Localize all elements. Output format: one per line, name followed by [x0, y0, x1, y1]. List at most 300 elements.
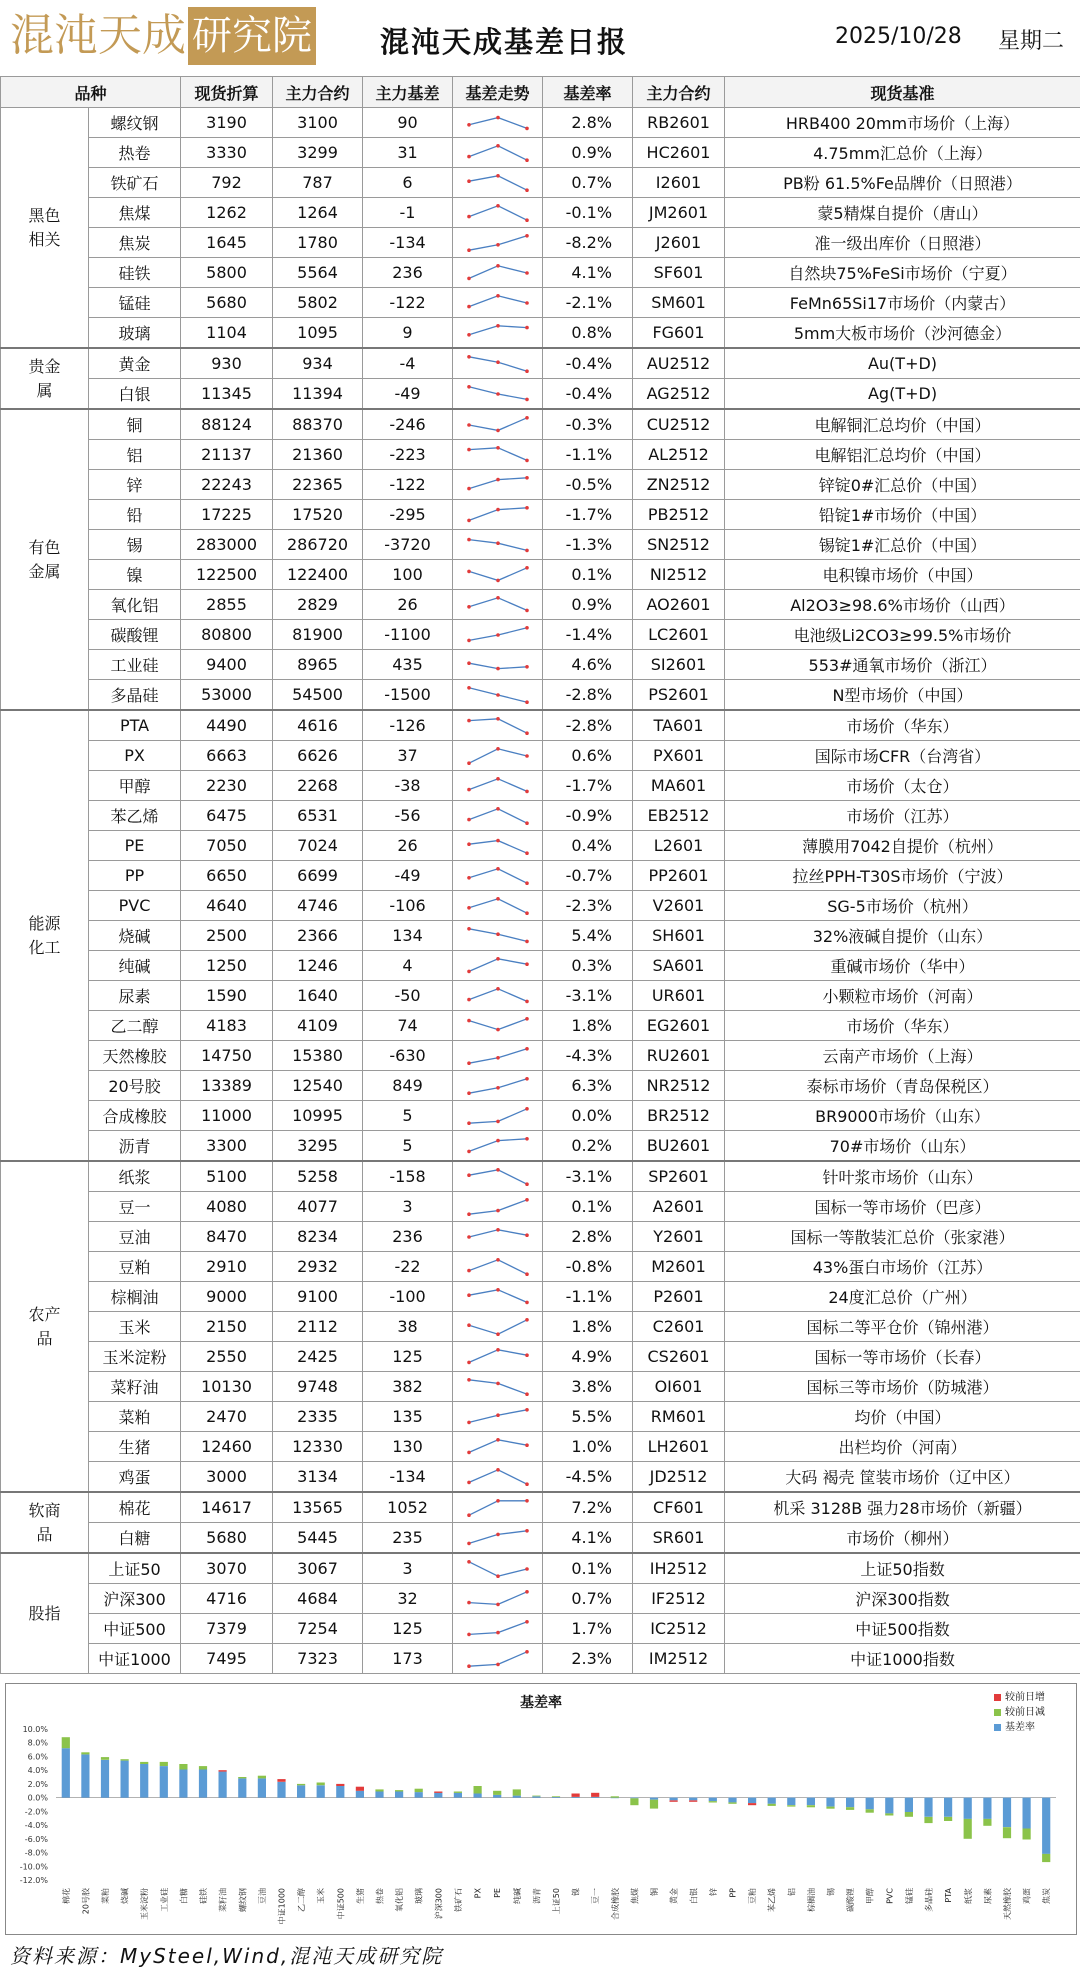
basis-value: -134	[363, 228, 453, 258]
sparkline-point	[467, 1600, 471, 1604]
product-name: 玉米	[89, 1312, 181, 1342]
sparkline-point	[496, 807, 500, 811]
col-header: 基差率	[543, 77, 633, 108]
product-name: 锡	[89, 530, 181, 560]
decrease-bar	[1023, 1829, 1031, 1840]
spot-benchmark: 电解铝汇总均价（中国）	[725, 440, 1080, 470]
y-tick-label: 10.0%	[23, 1725, 49, 1734]
sparkline-line	[469, 1289, 527, 1302]
trend-cell	[453, 981, 543, 1011]
sparkline-point	[525, 851, 529, 855]
sparkline-point	[467, 1450, 471, 1454]
sparkline-point	[525, 1233, 529, 1237]
spot-benchmark: 国标一等市场价（长春）	[725, 1342, 1080, 1372]
trend-sparkline	[463, 1255, 533, 1279]
basis-rate: -1.7%	[543, 771, 633, 801]
sparkline-point	[525, 1499, 529, 1503]
trend-cell	[453, 771, 543, 801]
spot-benchmark: 自然块75%FeSi市场价（宁夏）	[725, 258, 1080, 288]
rate-bar	[219, 1772, 227, 1798]
y-tick-label: -6.0%	[25, 1835, 49, 1844]
spot-benchmark: 电解铜汇总均价（中国）	[725, 409, 1080, 440]
product-name: 菜粕	[89, 1402, 181, 1432]
decrease-bar	[944, 1817, 952, 1821]
decrease-bar	[1042, 1854, 1050, 1862]
sparkline-line	[469, 1439, 527, 1452]
trend-cell	[453, 1492, 543, 1523]
contract-code: LC2601	[633, 620, 725, 650]
table-row	[1, 1584, 1080, 1614]
sparkline-point	[467, 1293, 471, 1297]
trend-sparkline	[463, 382, 533, 406]
x-tick-label: 豆油	[257, 1888, 267, 1904]
basis-value: -4	[363, 348, 453, 379]
basis-value: -246	[363, 409, 453, 440]
futures-price: 9100	[273, 1282, 363, 1312]
trend-sparkline	[463, 683, 533, 707]
sparkline-point	[496, 428, 500, 432]
trend-cell	[453, 1131, 543, 1162]
trend-cell	[453, 470, 543, 500]
sparkline-point	[525, 881, 529, 885]
spot-price: 5680	[181, 1523, 273, 1554]
futures-price: 4746	[273, 891, 363, 921]
contract-code: RU2601	[633, 1041, 725, 1071]
trend-cell	[453, 138, 543, 168]
spot-benchmark: FeMn65Si17市场价（内蒙古）	[725, 288, 1080, 318]
sparkline-point	[496, 717, 500, 721]
x-tick-label: 白糖	[179, 1888, 189, 1904]
basis-rate: 4.1%	[543, 258, 633, 288]
rate-bar	[826, 1798, 834, 1807]
y-tick-label: 0.0%	[28, 1794, 49, 1803]
contract-code: SI2601	[633, 650, 725, 680]
product-name: 棉花	[89, 1492, 181, 1523]
basis-rate: 2.8%	[543, 108, 633, 138]
trend-sparkline	[463, 1345, 533, 1369]
spot-price: 283000	[181, 530, 273, 560]
table-row	[1, 680, 1080, 711]
contract-code: AL2512	[633, 440, 725, 470]
trend-sparkline	[463, 533, 533, 557]
spot-benchmark: 沪深300指数	[725, 1584, 1080, 1614]
basis-rate: 0.0%	[543, 1101, 633, 1131]
col-header: 主力合约	[633, 77, 725, 108]
basis-value: -56	[363, 801, 453, 831]
product-name: 白银	[89, 379, 181, 410]
rate-bar	[924, 1798, 932, 1817]
trend-sparkline	[463, 1074, 533, 1098]
sparkline-point	[467, 1149, 471, 1153]
trend-sparkline	[463, 954, 533, 978]
spot-price: 21137	[181, 440, 273, 470]
category-label: 有色 金属	[25, 536, 65, 584]
rate-bar	[474, 1794, 482, 1798]
decrease-bar	[258, 1776, 266, 1779]
basis-rate: -2.3%	[543, 891, 633, 921]
rate-bar	[62, 1748, 70, 1797]
legend-item	[994, 1720, 1045, 1735]
basis-table	[0, 76, 1080, 1674]
basis-rate-chart	[5, 1683, 1077, 1935]
sparkline-point	[496, 204, 500, 208]
sparkline-point	[467, 123, 471, 127]
trend-sparkline	[463, 1647, 533, 1671]
basis-rate: -0.4%	[543, 348, 633, 379]
basis-value: -122	[363, 470, 453, 500]
x-tick-label: 天然橡胶	[1002, 1887, 1012, 1920]
decrease-bar	[395, 1790, 403, 1791]
basis-rate: -0.4%	[543, 379, 633, 410]
product-name: PX	[89, 741, 181, 771]
sparkline-line	[469, 1078, 527, 1092]
basis-rate: 1.7%	[543, 1614, 633, 1644]
sparkline-point	[496, 1056, 500, 1060]
x-tick-label: 合成橡胶	[610, 1887, 620, 1920]
spot-price: 11000	[181, 1101, 273, 1131]
trend-cell	[453, 1161, 543, 1192]
trend-cell	[453, 1252, 543, 1282]
basis-rate: -3.1%	[543, 1161, 633, 1192]
table-row	[1, 379, 1080, 410]
table-row	[1, 1312, 1080, 1342]
basis-value: -38	[363, 771, 453, 801]
contract-code: AG2512	[633, 379, 725, 410]
decrease-bar	[866, 1809, 874, 1812]
table-row	[1, 1432, 1080, 1462]
trend-cell	[453, 680, 543, 711]
futures-price: 3134	[273, 1462, 363, 1493]
rate-bar	[1023, 1798, 1031, 1829]
spot-benchmark: Au(T+D)	[725, 348, 1080, 379]
table-row	[1, 560, 1080, 590]
spot-price: 3190	[181, 108, 273, 138]
trend-cell	[453, 1584, 543, 1614]
trend-cell	[453, 530, 543, 560]
sparkline-point	[496, 932, 500, 936]
table-row	[1, 861, 1080, 891]
spot-benchmark: 国际市场CFR（台湾省）	[725, 741, 1080, 771]
basis-value: -3720	[363, 530, 453, 560]
futures-price: 1780	[273, 228, 363, 258]
basis-value: -295	[363, 500, 453, 530]
sparkline-point	[496, 446, 500, 450]
trend-cell	[453, 409, 543, 440]
basis-value: 6	[363, 168, 453, 198]
trend-cell	[453, 1071, 543, 1101]
table-row	[1, 1161, 1080, 1192]
category-label: 软商品	[25, 1499, 65, 1547]
x-tick-label: 沪深300	[433, 1888, 443, 1919]
trend-sparkline	[463, 1435, 533, 1459]
trend-sparkline	[463, 291, 533, 315]
trend-cell	[453, 951, 543, 981]
trend-sparkline	[463, 623, 533, 647]
decrease-bar	[238, 1777, 246, 1778]
futures-price: 787	[273, 168, 363, 198]
product-name: 铜	[89, 409, 181, 440]
basis-value: -49	[363, 861, 453, 891]
basis-value: 26	[363, 590, 453, 620]
spot-price: 8470	[181, 1222, 273, 1252]
sparkline-point	[467, 969, 471, 973]
sparkline-point	[467, 1541, 471, 1545]
table-row	[1, 620, 1080, 650]
spot-price: 2500	[181, 921, 273, 951]
legend-label: 较前日减	[1005, 1705, 1045, 1720]
sparkline-point	[496, 1438, 500, 1442]
product-name: 工业硅	[89, 650, 181, 680]
spot-price: 10130	[181, 1372, 273, 1402]
decrease-bar	[160, 1762, 168, 1766]
spot-price: 22243	[181, 470, 273, 500]
basis-value: 74	[363, 1011, 453, 1041]
basis-rate: -0.8%	[543, 1252, 633, 1282]
category-label: 农产品	[25, 1303, 65, 1351]
decrease-bar	[846, 1807, 854, 1810]
basis-value: 31	[363, 138, 453, 168]
y-tick-label: 4.0%	[28, 1766, 49, 1775]
basis-rate: 6.3%	[543, 1071, 633, 1101]
basis-rate: -1.1%	[543, 440, 633, 470]
sparkline-point	[525, 999, 529, 1003]
sparkline-point	[467, 876, 471, 880]
sparkline-line	[469, 808, 527, 822]
spot-benchmark: 32%液碱自提价（山东）	[725, 921, 1080, 951]
basis-value: 435	[363, 650, 453, 680]
product-name: 碳酸锂	[89, 620, 181, 650]
table-row	[1, 710, 1080, 741]
sparkline-line	[469, 175, 527, 189]
rate-bar	[454, 1793, 462, 1798]
sparkline-point	[467, 1268, 471, 1272]
sparkline-point	[496, 392, 500, 396]
sparkline-point	[525, 1482, 529, 1486]
spot-price: 2150	[181, 1312, 273, 1342]
sparkline-point	[496, 1288, 500, 1292]
sparkline-point	[467, 179, 471, 183]
trend-cell	[453, 921, 543, 951]
basis-rate: -1.4%	[543, 620, 633, 650]
rate-bar	[846, 1798, 854, 1808]
trend-cell	[453, 258, 543, 288]
table-body	[1, 108, 1080, 1674]
x-tick-label: 20号胶	[80, 1887, 90, 1914]
x-tick-label: 豆粕	[747, 1888, 757, 1904]
spot-price: 792	[181, 168, 273, 198]
basis-rate: 0.3%	[543, 951, 633, 981]
contract-code: LH2601	[633, 1432, 725, 1462]
decrease-bar	[121, 1759, 129, 1760]
x-tick-label: 上证50	[551, 1888, 561, 1914]
table-row	[1, 951, 1080, 981]
contract-code: HC2601	[633, 138, 725, 168]
futures-price: 7323	[273, 1644, 363, 1674]
table-row	[1, 590, 1080, 620]
sparkline-point	[496, 360, 500, 364]
contract-code: SM601	[633, 288, 725, 318]
sparkline-point	[525, 188, 529, 192]
futures-price: 5258	[273, 1161, 363, 1192]
decrease-bar	[513, 1789, 521, 1795]
decrease-bar	[709, 1801, 717, 1802]
sparkline-point	[496, 477, 500, 481]
spot-benchmark: 70#市场价（山东）	[725, 1131, 1080, 1162]
contract-code: PP2601	[633, 861, 725, 891]
trend-sparkline	[463, 503, 533, 527]
sparkline-point	[496, 294, 500, 298]
decrease-bar	[1003, 1827, 1011, 1838]
source-note: 资料来源：MySteel,Wind,混沌天成研究院	[10, 1940, 443, 1969]
basis-value: -223	[363, 440, 453, 470]
spot-benchmark: BR9000市场价（山东）	[725, 1101, 1080, 1131]
rate-bar	[983, 1798, 991, 1819]
contract-code: A2601	[633, 1192, 725, 1222]
futures-price: 15380	[273, 1041, 363, 1071]
x-tick-label: 焦炭	[1041, 1888, 1051, 1904]
product-name: 玉米淀粉	[89, 1342, 181, 1372]
product-name: 白糖	[89, 1523, 181, 1554]
contract-code: CU2512	[633, 409, 725, 440]
basis-value: 235	[363, 1523, 453, 1554]
category-cell	[1, 710, 89, 1161]
trend-cell	[453, 1342, 543, 1372]
table-row	[1, 318, 1080, 349]
basis-value: -100	[363, 1282, 453, 1312]
sparkline-point	[496, 264, 500, 268]
sparkline-point	[467, 333, 471, 337]
spot-benchmark: PB粉 61.5%Fe品牌价（日照港）	[725, 168, 1080, 198]
sparkline-point	[496, 243, 500, 247]
basis-value: -22	[363, 1252, 453, 1282]
trend-sparkline	[463, 1405, 533, 1429]
basis-rate: 1.8%	[543, 1312, 633, 1342]
trend-sparkline	[463, 593, 533, 617]
trend-cell	[453, 590, 543, 620]
basis-value: 9	[363, 318, 453, 349]
product-name: 热卷	[89, 138, 181, 168]
sparkline-point	[525, 1392, 529, 1396]
spot-benchmark: 出栏均价（河南）	[725, 1432, 1080, 1462]
basis-value: -106	[363, 891, 453, 921]
decrease-bar	[81, 1752, 89, 1754]
rate-bar	[748, 1798, 756, 1804]
rate-bar	[807, 1798, 815, 1806]
sparkline-point	[525, 158, 529, 162]
decrease-bar	[101, 1757, 109, 1760]
increase-bar	[277, 1779, 285, 1782]
trend-cell	[453, 1282, 543, 1312]
chart-plot	[6, 1684, 1076, 1934]
spot-benchmark: 5mm大板市场价（沙河德金）	[725, 318, 1080, 349]
sparkline-point	[467, 1121, 471, 1125]
rate-bar	[728, 1798, 736, 1803]
col-header: 现货折算	[181, 77, 273, 108]
decrease-bar	[787, 1805, 795, 1806]
basis-rate: 0.1%	[543, 1553, 633, 1584]
spot-price: 9400	[181, 650, 273, 680]
spot-benchmark: 市场价（柳州）	[725, 1523, 1080, 1554]
x-tick-label: 中证1000	[277, 1888, 287, 1924]
rate-bar	[572, 1797, 580, 1798]
sparkline-line	[469, 539, 527, 550]
sparkline-point	[467, 447, 471, 451]
trend-sparkline	[463, 1587, 533, 1611]
x-tick-label: 镍	[571, 1888, 581, 1896]
trend-sparkline	[463, 984, 533, 1008]
sparkline-point	[496, 666, 500, 670]
decrease-bar	[454, 1792, 462, 1793]
table-row	[1, 741, 1080, 771]
futures-price: 934	[273, 348, 363, 379]
sparkline-point	[525, 962, 529, 966]
decrease-bar	[826, 1807, 834, 1809]
spot-price: 1262	[181, 198, 273, 228]
spot-benchmark: 拉丝PPH-T30S市场价（宁波）	[725, 861, 1080, 891]
sparkline-point	[467, 1420, 471, 1424]
basis-rate: -2.1%	[543, 288, 633, 318]
spot-price: 2470	[181, 1402, 273, 1432]
basis-value: -122	[363, 288, 453, 318]
x-tick-label: 豆一	[591, 1888, 600, 1904]
spot-price: 5680	[181, 288, 273, 318]
spot-benchmark: 国标二等平仓价（锦州港）	[725, 1312, 1080, 1342]
trend-cell	[453, 1011, 543, 1041]
trend-sparkline	[463, 774, 533, 798]
basis-value: 37	[363, 741, 453, 771]
contract-code: PS2601	[633, 680, 725, 711]
spot-price: 88124	[181, 409, 273, 440]
rate-bar	[395, 1792, 403, 1798]
rate-bar	[140, 1764, 148, 1798]
spot-price: 6663	[181, 741, 273, 771]
sparkline-point	[525, 665, 529, 669]
spot-benchmark: 蒙5精煤自提价（唐山）	[725, 198, 1080, 228]
rate-bar	[591, 1797, 599, 1798]
futures-price: 12330	[273, 1432, 363, 1462]
futures-price: 2425	[273, 1342, 363, 1372]
basis-rate: 0.8%	[543, 318, 633, 349]
increase-bar	[572, 1794, 580, 1797]
basis-value: 849	[363, 1071, 453, 1101]
sparkline-line	[469, 1319, 527, 1333]
contract-code: V2601	[633, 891, 725, 921]
sparkline-point	[525, 626, 529, 630]
rate-bar	[101, 1760, 109, 1798]
trend-sparkline	[463, 443, 533, 467]
trend-sparkline	[463, 1465, 533, 1489]
legend-item	[994, 1690, 1045, 1705]
x-tick-label: PE	[493, 1888, 502, 1898]
spot-price: 2855	[181, 590, 273, 620]
table-row	[1, 409, 1080, 440]
contract-code: EB2512	[633, 801, 725, 831]
sparkline-point	[467, 1018, 471, 1022]
basis-rate: -1.1%	[543, 1282, 633, 1312]
trend-cell	[453, 1553, 543, 1584]
spot-benchmark: 国标一等散装汇总价（张家港）	[725, 1222, 1080, 1252]
futures-price: 2112	[273, 1312, 363, 1342]
product-name: 镍	[89, 560, 181, 590]
futures-price: 3299	[273, 138, 363, 168]
spot-price: 6650	[181, 861, 273, 891]
col-header: 基差走势	[453, 77, 543, 108]
sparkline-point	[525, 1107, 529, 1111]
basis-value: 4	[363, 951, 453, 981]
rate-bar	[1003, 1798, 1011, 1828]
sparkline-point	[467, 605, 471, 609]
contract-code: ZN2512	[633, 470, 725, 500]
